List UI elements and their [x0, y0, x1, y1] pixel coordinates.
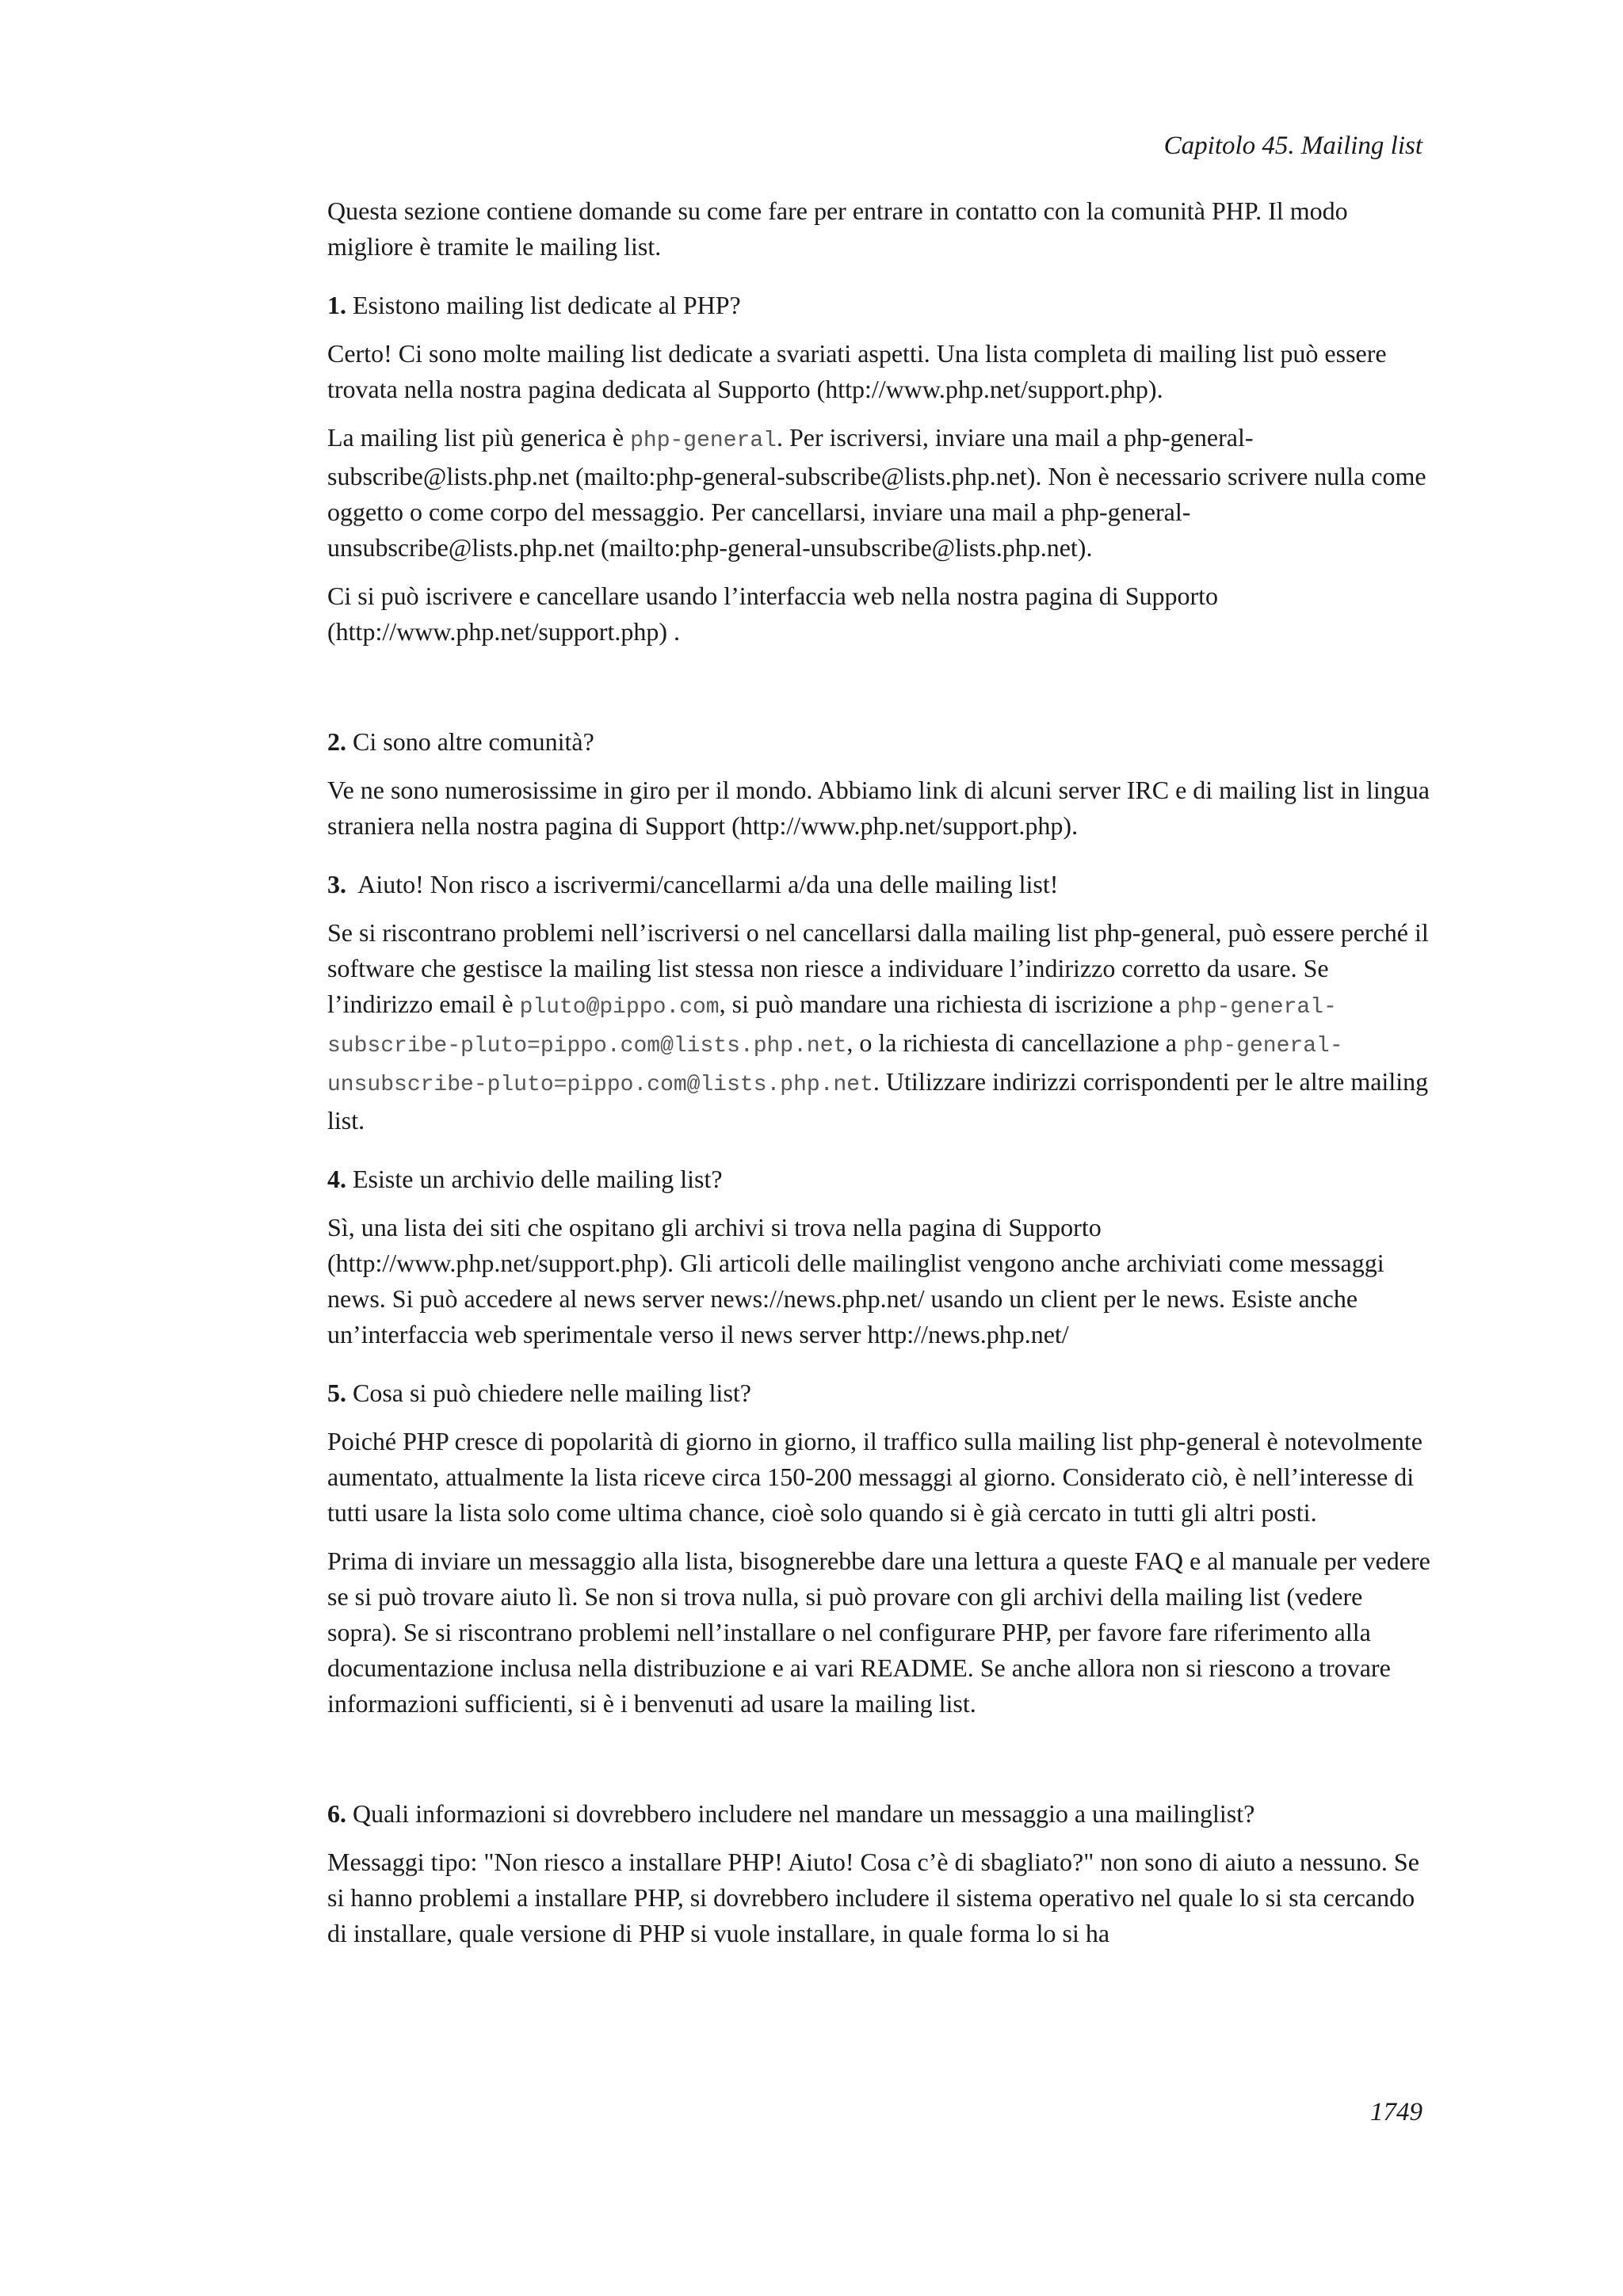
answer-text: . Utilizzare indirizzi corrispondenti per le altre mailing list.	[327, 1067, 1429, 1135]
question-number: 5.	[327, 1379, 346, 1407]
page-number: 1749	[1370, 2098, 1423, 2126]
answer-text: La mailing list più generica è	[327, 423, 631, 452]
answer-5-paragraph-2: Prima di inviare un messaggio alla lista, bisognerebbe dare una lettura a queste FAQ e al manuale per vedere se si può trovare aiuto lì. Se non si trova nulla, si può provare con gli archivi della mailing list (vedere sopra). Se si riscontrano problemi nell’installare o nel configurare PHP, per favore fare riferimento alla documentazione inclusa nella distribuzione e ai vari README. Se anche allora non si riescono a trovare informazioni sufficienti, si è i benvenuti ad usare la mailing list.	[327, 1547, 1430, 1718]
question-3	[327, 867, 1437, 902]
question-text: Quali informazioni si dovrebbero includere nel mandare un messaggio a una mailinglist?	[346, 1799, 1255, 1828]
question-text: Ci sono altre comunità?	[346, 727, 594, 756]
answer-1-paragraph-1: Certo! Ci sono molte mailing list dedicate a svariati aspetti. Una lista completa di mailing list può essere trovata nella nostra pagina dedicata al Supporto (http://www.php.net/support.php).	[327, 339, 1387, 403]
answer-text: . Per iscriversi, inviare una mail a php-general-subscribe@lists.php.net (mailto:php-general-subscribe@lists.php.net). Non è necessario scrivere nulla come oggetto o come corpo del messaggio. Per cancellarsi, inviare una mail a php-general-unsubscribe@lists.php.net (mailto:php-general-unsubscribe@lists.php.net).	[327, 423, 1426, 562]
question-number: 6.	[327, 1799, 346, 1828]
question-text: Esiste un archivio delle mailing list?	[346, 1165, 723, 1193]
answer-text: , si può mandare una richiesta di iscrizione a	[719, 990, 1178, 1018]
intro-paragraph: Questa sezione contiene domande su come fare per entrare in contatto con la comunità PHP. Il modo migliore è tramite le mailing list.	[327, 196, 1348, 261]
question-text: Esistono mailing list dedicate al PHP?	[346, 291, 741, 319]
answer-1-paragraph-3: Ci si può iscrivere e cancellare usando l’interfaccia web nella nostra pagina di Supporto (http://www.php.net/support.php) .	[327, 582, 1219, 646]
answer-6-paragraph-1: Messaggi tipo: "Non riesco a installare PHP! Aiuto! Cosa c’è di sbagliato?" non sono di aiuto a nessuno. Se si hanno problemi a installare PHP, si dovrebbero includere il sistema operativo nel quale lo si sta cercando di installare, quale versione di PHP si vuole installare, in quale forma lo si ha	[327, 1848, 1419, 1947]
question-2	[327, 724, 1437, 760]
answer-2-paragraph-1: Ve ne sono numerosissime in giro per il mondo. Abbiamo link di alcuni server IRC e di mailing list in lingua straniera nella nostra pagina di Support (http://www.php.net/support.php).	[327, 776, 1430, 840]
inline-code: php-general-unsubscribe-pluto=pippo.com@lists.php.net	[327, 1034, 1343, 1097]
answer-text: Se si riscontrano problemi nell’iscriversi o nel cancellarsi dalla mailing list php-general, può essere perché il software che gestisce la mailing list stessa non riesce a individuare l’indirizzo corretto da usare. Se l’indirizzo email è	[327, 918, 1429, 1018]
answer-5-paragraph-1: Poiché PHP cresce di popolarità di giorno in giorno, il traffico sulla mailing list php-general è notevolmente aumentato, attualmente la lista riceve circa 150-200 messaggi al giorno. Considerato ciò, è nell’interesse di tutti usare la lista solo come ultima chance, cioè solo quando si è già cercato in tutti gli altri posti.	[327, 1427, 1423, 1527]
question-1	[327, 288, 1437, 323]
inline-code: php-general	[630, 429, 777, 453]
question-text: Aiuto! Non risco a iscrivermi/cancellarmi a/da una delle mailing list!	[346, 870, 1059, 898]
question-6	[327, 1796, 1437, 1832]
answer-text: , o la richiesta di cancellazione a	[846, 1028, 1183, 1057]
inline-code: php-general-subscribe-pluto=pippo.com@lists.php.net	[327, 995, 1337, 1058]
page-body	[327, 193, 1437, 1951]
question-number: 3.	[327, 870, 346, 898]
question-number: 1.	[327, 291, 346, 319]
inline-code: pluto@pippo.com	[519, 995, 720, 1020]
question-number: 4.	[327, 1165, 346, 1193]
question-number: 2.	[327, 727, 346, 756]
question-4	[327, 1161, 1437, 1197]
question-5	[327, 1375, 1437, 1411]
running-header: Capitolo 45. Mailing list	[1163, 132, 1423, 160]
question-text: Cosa si può chiedere nelle mailing list?	[346, 1379, 751, 1407]
answer-4-paragraph-1: Sì, una lista dei siti che ospitano gli archivi si trova nella pagina di Supporto (http://www.php.net/support.php). Gli articoli delle mailinglist vengono anche archiviati come messaggi news. Si può accedere al news server news://news.php.net/ usando un client per le news. Esiste anche un’interfaccia web sperimentale verso il news server http://news.php.net/	[327, 1213, 1384, 1348]
answer-1-paragraph-2	[327, 420, 1437, 566]
answer-3-paragraph-1	[327, 915, 1437, 1138]
